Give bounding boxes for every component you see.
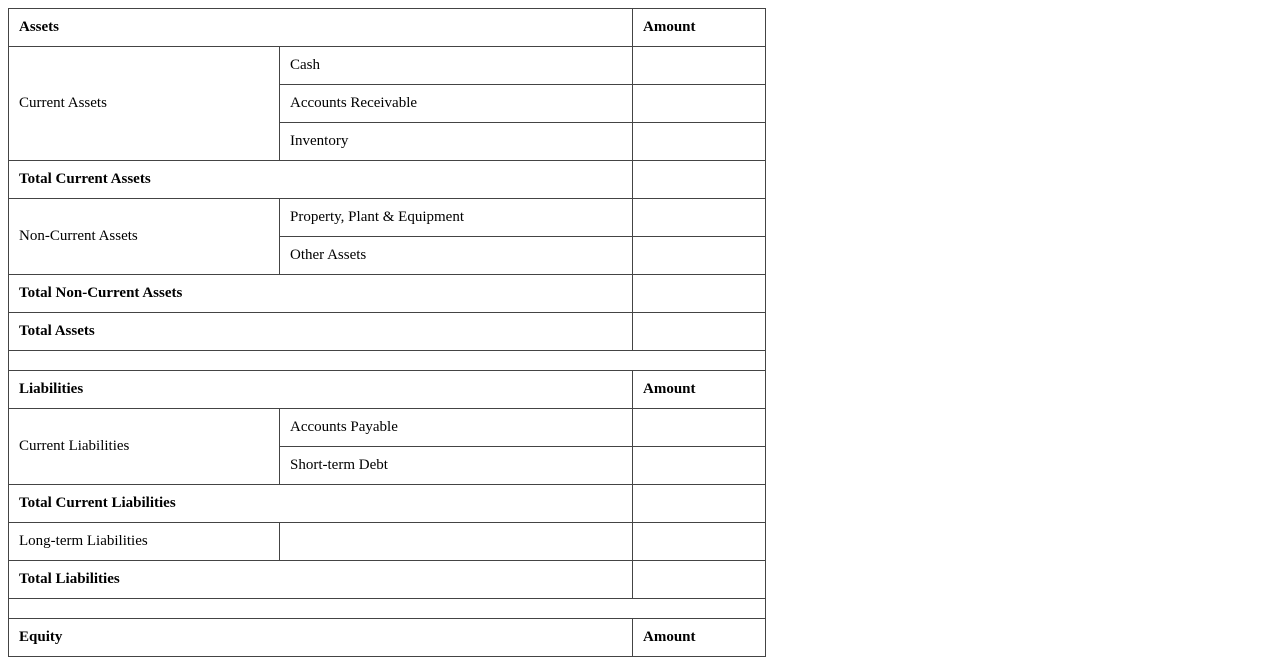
accounts-payable-amount-cell [633, 409, 766, 447]
total-current-liabilities-label: Total Current Liabilities [9, 485, 633, 523]
total-liabilities-label: Total Liabilities [9, 561, 633, 599]
table-row [9, 275, 766, 313]
table-row [9, 161, 766, 199]
table-row [9, 523, 766, 561]
short-term-debt-amount-cell [633, 447, 766, 485]
total-current-liabilities-amount-cell [633, 485, 766, 523]
total-liabilities-amount-cell [633, 561, 766, 599]
table-row [9, 313, 766, 351]
total-assets-amount-cell [633, 313, 766, 351]
other-assets-amount-cell [633, 237, 766, 275]
total-non-current-assets-label: Total Non-Current Assets [9, 275, 633, 313]
total-current-assets-amount-cell [633, 161, 766, 199]
spacer-cell [9, 351, 766, 371]
table-row [9, 409, 766, 447]
cash-amount-cell [633, 47, 766, 85]
accounts-receivable-amount-cell [633, 85, 766, 123]
long-term-liabilities-detail-cell [280, 523, 633, 561]
assets-header-row [9, 9, 766, 47]
assets-amount-header: Amount [633, 9, 766, 47]
ppe-amount-cell [633, 199, 766, 237]
equity-header-row [9, 619, 766, 657]
equity-amount-header: Amount [633, 619, 766, 657]
liabilities-header: Liabilities [9, 371, 633, 409]
liabilities-amount-header: Amount [633, 371, 766, 409]
table-row [9, 561, 766, 599]
accounts-payable-label: Accounts Payable [280, 409, 633, 447]
spacer-row [9, 599, 766, 619]
spacer-cell [9, 599, 766, 619]
table-row [9, 47, 766, 85]
long-term-liabilities-label: Long-term Liabilities [9, 523, 280, 561]
total-non-current-assets-amount-cell [633, 275, 766, 313]
ppe-label: Property, Plant & Equipment [280, 199, 633, 237]
balance-sheet-table [8, 8, 766, 657]
cash-label: Cash [280, 47, 633, 85]
total-assets-label: Total Assets [9, 313, 633, 351]
other-assets-label: Other Assets [280, 237, 633, 275]
spacer-row [9, 351, 766, 371]
non-current-assets-label: Non-Current Assets [9, 199, 280, 275]
inventory-amount-cell [633, 123, 766, 161]
accounts-receivable-label: Accounts Receivable [280, 85, 633, 123]
assets-header: Assets [9, 9, 633, 47]
table-row [9, 485, 766, 523]
liabilities-header-row [9, 371, 766, 409]
short-term-debt-label: Short-term Debt [280, 447, 633, 485]
table-row [9, 199, 766, 237]
total-current-assets-label: Total Current Assets [9, 161, 633, 199]
long-term-liabilities-amount-cell [633, 523, 766, 561]
equity-header: Equity [9, 619, 633, 657]
current-assets-label: Current Assets [9, 47, 280, 161]
current-liabilities-label: Current Liabilities [9, 409, 280, 485]
inventory-label: Inventory [280, 123, 633, 161]
